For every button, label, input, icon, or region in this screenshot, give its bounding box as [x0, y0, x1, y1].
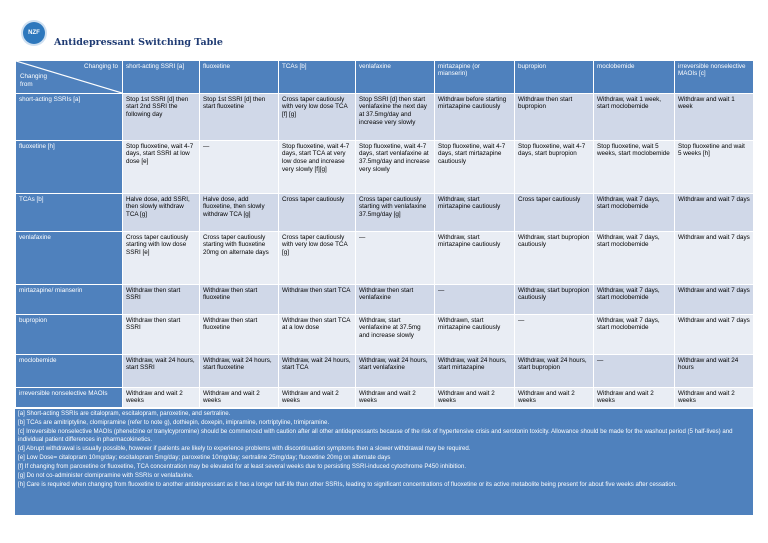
- row-header: bupropion: [16, 315, 123, 355]
- table-cell: —: [200, 141, 279, 194]
- footnote: [a] Short-acting SSRIs are citalopram, escitalopram, paroxetine, and sertraline.: [18, 410, 231, 417]
- table-cell: Stop fluoxetine and wait 5 weeks [h]: [675, 141, 754, 194]
- table-cell: Stop fluoxetine, wait 4-7 days, start venlafaxine at 37.5mg/day and increase very slowly: [356, 141, 435, 194]
- footnotes: [15, 409, 753, 515]
- table-cell: —: [356, 232, 435, 285]
- table-row: [16, 285, 754, 315]
- table-cell: Withdraw, wait 24 hours, start SSRI: [123, 355, 200, 388]
- table-row: [16, 355, 754, 388]
- table-cell: Stop SSRI [d] then start venlafaxine the next day at 37.5mg/day and increase very slowly: [356, 94, 435, 141]
- footnote: [e] Low Dose= citalopram 10mg/day; escitalopram 5mg/day; paroxetine 10mg/day; sertraline 25mg/day; fluoxetine 20mg on alternate days: [18, 454, 391, 462]
- row-header: moclobemide: [16, 355, 123, 388]
- column-header: mirtazapine (or mianserin): [435, 61, 515, 94]
- table-cell: Withdraw then start bupropion: [515, 94, 594, 141]
- footnote: [f] If changing from paroxetine or fluoxetine, TCA concentration may be elevated for at least several weeks due to persisting SSRI-induced cytochrome P450 inhibition.: [18, 462, 467, 470]
- table-cell: Withdraw and wait 2 weeks: [594, 388, 675, 408]
- table-cell: —: [435, 285, 515, 315]
- table-cell: Halve dose, add SSRI, then slowly withdraw TCA [g]: [123, 194, 200, 232]
- corner-label-from: Changing from: [20, 73, 47, 88]
- table-cell: Withdraw, wait 1 week, start moclobemide: [594, 94, 675, 141]
- table-cell: Stop fluoxetine, wait 4-7 days, start SSRI at low dose [e]: [123, 141, 200, 194]
- table-cell: Cross taper cautiously: [279, 194, 356, 232]
- column-header: irreversible nonselective MAOIs [c]: [675, 61, 754, 94]
- switching-table: [15, 60, 754, 408]
- table-cell: Cross taper cautiously starting with fluoxetine 20mg on alternate days: [200, 232, 279, 285]
- table-cell: Withdraw then start venlafaxine: [356, 285, 435, 315]
- table-row: [16, 141, 754, 194]
- table-row: [16, 194, 754, 232]
- table-cell: Withdraw, wait 24 hours, start bupropion: [515, 355, 594, 388]
- row-header: irreversible nonselective MAOIs: [16, 388, 123, 408]
- footnote: [b] TCAs are amitriptyline, clomipramine (refer to note g), dothiepin, doxepin, imipramine, nortriptyline, trimipramine.: [18, 418, 330, 426]
- row-header: TCAs [b]: [16, 194, 123, 232]
- table-cell: Withdraw, start venlafaxine at 37.5mg and increase slowly: [356, 315, 435, 355]
- table-cell: Cross taper cautiously with very low dose TCA [f] [g]: [279, 94, 356, 141]
- table-row: [16, 232, 754, 285]
- logo-text: NZF: [28, 30, 40, 36]
- table-cell: Withdraw then start fluoxetine: [200, 285, 279, 315]
- table-cell: Withdraw before starting mirtazapine cautiously: [435, 94, 515, 141]
- table-cell: Withdraw, wait 24 hours, start venlafaxine: [356, 355, 435, 388]
- table-cell: Withdraw, start mirtazapine cautiously: [435, 232, 515, 285]
- table-cell: Withdrawn, start mirtazapine cautiously: [435, 315, 515, 355]
- table-cell: Withdraw, start bupropion cautiously: [515, 232, 594, 285]
- table-row: [16, 388, 754, 408]
- row-header: short-acting SSRIs [a]: [16, 94, 123, 141]
- table-cell: —: [515, 315, 594, 355]
- table-cell: Halve dose, add fluoxetine, then slowly withdraw TCA [g]: [200, 194, 279, 232]
- table-cell: Withdraw, wait 7 days, start moclobemide: [594, 315, 675, 355]
- table-cell: Withdraw and wait 7 days: [675, 315, 754, 355]
- corner-header: [16, 61, 123, 94]
- corner-label-to: Changing to: [84, 63, 118, 70]
- table-cell: Withdraw, wait 24 hours, start fluoxetine: [200, 355, 279, 388]
- table-cell: Withdraw and wait 7 days: [675, 285, 754, 315]
- footnote: [g] Do not co-administer clomipramine with SSRIs or venlafaxine.: [18, 471, 194, 479]
- table-cell: Stop fluoxetine, wait 4-7 days, start TCA at very low dose and increase very slowly [f][g]: [279, 141, 356, 194]
- column-header: short-acting SSRI [a]: [123, 61, 200, 94]
- column-header-row: [16, 61, 754, 94]
- table-cell: Withdraw and wait 2 weeks: [279, 388, 356, 408]
- table-cell: Stop 1st SSRI [d] then start 2nd SSRI the following day: [123, 94, 200, 141]
- table-cell: Stop fluoxetine, wait 4-7 days, start mirtazapine cautiously: [435, 141, 515, 194]
- table-cell: Stop 1st SSRI [d] then start fluoxetine: [200, 94, 279, 141]
- table-cell: Withdraw and wait 2 weeks: [675, 388, 754, 408]
- table-cell: Stop fluoxetine, wait 5 weeks, start moclobemide: [594, 141, 675, 194]
- table-body: [16, 94, 754, 408]
- table-cell: Withdraw then start TCA at a low dose: [279, 315, 356, 355]
- table-cell: Cross taper cautiously: [515, 194, 594, 232]
- column-header: bupropion: [515, 61, 594, 94]
- nzf-logo: [23, 22, 45, 44]
- footnote: [c] Irreversible nonselective MAOIs (phenelzine or tranylcypromine) should be commenced with caution after all other antidepressants because of the risk of hypertensive crisis and serotonin toxicity. Allowance should be made for the washout period (5 half-lives) and individual patient differences in pharmacokinetics.: [18, 427, 733, 444]
- table-cell: Withdraw then start fluoxetine: [200, 315, 279, 355]
- column-header: fluoxetine: [200, 61, 279, 94]
- table-cell: Withdraw, start mirtazapine cautiously: [435, 194, 515, 232]
- page-title: Antidepressant Switching Table: [54, 37, 223, 48]
- table-cell: Withdraw, wait 24 hours, start mirtazapine: [435, 355, 515, 388]
- table-cell: Withdraw and wait 2 weeks: [515, 388, 594, 408]
- column-header: TCAs [b]: [279, 61, 356, 94]
- table-cell: Withdraw and wait 2 weeks: [356, 388, 435, 408]
- table-cell: Withdraw and wait 7 days: [675, 194, 754, 232]
- table-cell: Withdraw and wait 2 weeks: [200, 388, 279, 408]
- table-cell: Withdraw and wait 7 days: [675, 232, 754, 285]
- table-cell: Withdraw and wait 1 week: [675, 94, 754, 141]
- row-header: mirtazapine/ mianserin: [16, 285, 123, 315]
- table-cell: Withdraw, wait 24 hours, start TCA: [279, 355, 356, 388]
- table-cell: Withdraw then start TCA: [279, 285, 356, 315]
- table-cell: Cross taper cautiously starting with venlafaxine 37.5mg/day [g]: [356, 194, 435, 232]
- footnote: [d] Abrupt withdrawal is usually possible, however if patients are likely to experience problems with discontinuation symptoms then a slower withdrawal may be required.: [18, 445, 471, 453]
- table-cell: Withdraw, start bupropion cautiously: [515, 285, 594, 315]
- table-cell: Stop fluoxetine, wait 4-7 days, start bupropion: [515, 141, 594, 194]
- table-cell: —: [594, 355, 675, 388]
- row-header: venlafaxine: [16, 232, 123, 285]
- footnote: [h] Care is required when changing from fluoxetine to another antidepressant as it has a longer half-life than other SSRIs, leading to significant concentrations of fluoxetine or its active metabolite being present for about five weeks after cessation.: [18, 480, 677, 488]
- table-cell: Withdraw and wait 24 hours: [675, 355, 754, 388]
- table-cell: Cross taper cautiously starting with low dose SSRI [e]: [123, 232, 200, 285]
- table-row: [16, 315, 754, 355]
- column-header: venlafaxine: [356, 61, 435, 94]
- table-cell: Withdraw, wait 7 days, start moclobemide: [594, 232, 675, 285]
- row-header: fluoxetine [h]: [16, 141, 123, 194]
- table-cell: Withdraw, wait 7 days, start moclobemide: [594, 285, 675, 315]
- table-cell: Withdraw then start SSRI: [123, 285, 200, 315]
- table-cell: Cross taper cautiously with very low dose TCA [g]: [279, 232, 356, 285]
- table-cell: Withdraw and wait 2 weeks: [123, 388, 200, 408]
- table-cell: Withdraw, wait 7 days, start moclobemide: [594, 194, 675, 232]
- table-row: [16, 94, 754, 141]
- column-header: moclobemide: [594, 61, 675, 94]
- table-cell: Withdraw then start SSRI: [123, 315, 200, 355]
- table-cell: Withdraw and wait 2 weeks: [435, 388, 515, 408]
